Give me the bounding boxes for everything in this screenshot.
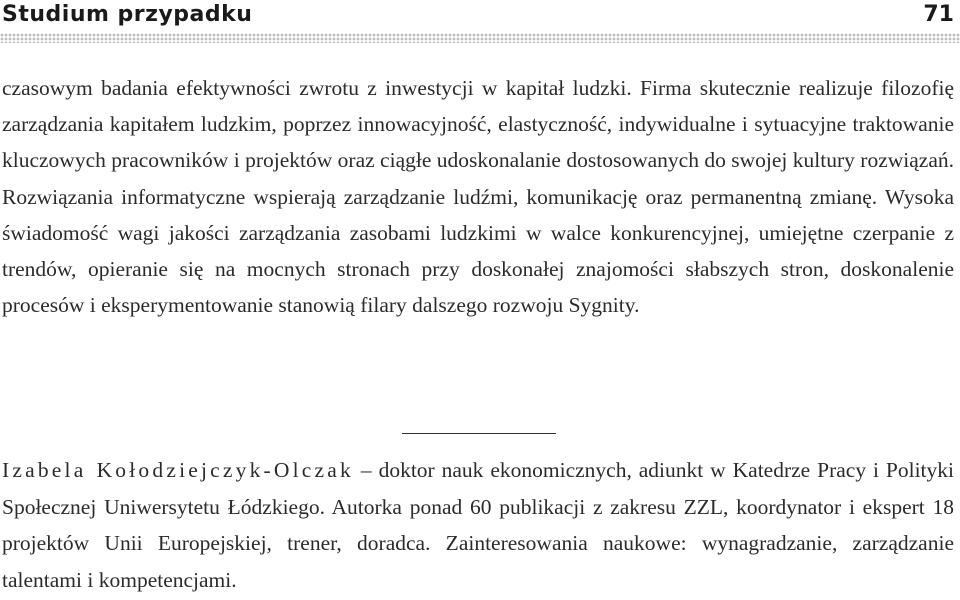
body-paragraph: czasowym badania efektywności zwrotu z inwestycji w kapitał ludzki. Firma skutecznie realizuje filozofię zarządzania kapitałem ludzkim, poprzez innowacyjność, elastyczność, indywidualne i sytuacyjne traktowanie kluczowych pracowników i projektów oraz ciągłe udoskonalanie dostosowanych do swojej kultury rozwiązań. Rozwiązania informatyczne wspierają zarządzanie ludźmi, komunikację oraz permanentną zmianę. Wysoka świadomość wagi jakości zarządzania zasobami ludzkimi w walce konkurencyjnej, umiejętne czerpanie z trendów, opieranie się na mocnych stronach przy doskonałej znajomości słabszych stron, doskonalenie procesów i eksperymentowanie stanowią filary dalszego rozwoju Sygnity. bbox=[2, 76, 954, 318]
author-description: – doktor nauk ekonomicznych, adiunkt w Katedrze Pracy i Polityki Społecznej Uniwersytetu Łódzkiego. Autorka ponad 60 publikacji z zakresu ZZL, koordynator i ekspert 18 projektów Unii Europejskiej, trener, doradca. Zainteresowania naukowe: wynagradzanie, zarządzanie talentami i kompetencjami. bbox=[2, 458, 954, 592]
author-name: Izabela Kołodziejczyk-Olczak bbox=[2, 458, 354, 482]
page-number: 71 bbox=[923, 2, 954, 27]
page-header bbox=[0, 0, 960, 46]
section-title: Studium przypadku bbox=[2, 2, 253, 27]
dotted-header-rule bbox=[0, 33, 960, 43]
footnote-divider bbox=[402, 433, 556, 434]
author-bio bbox=[2, 452, 954, 598]
